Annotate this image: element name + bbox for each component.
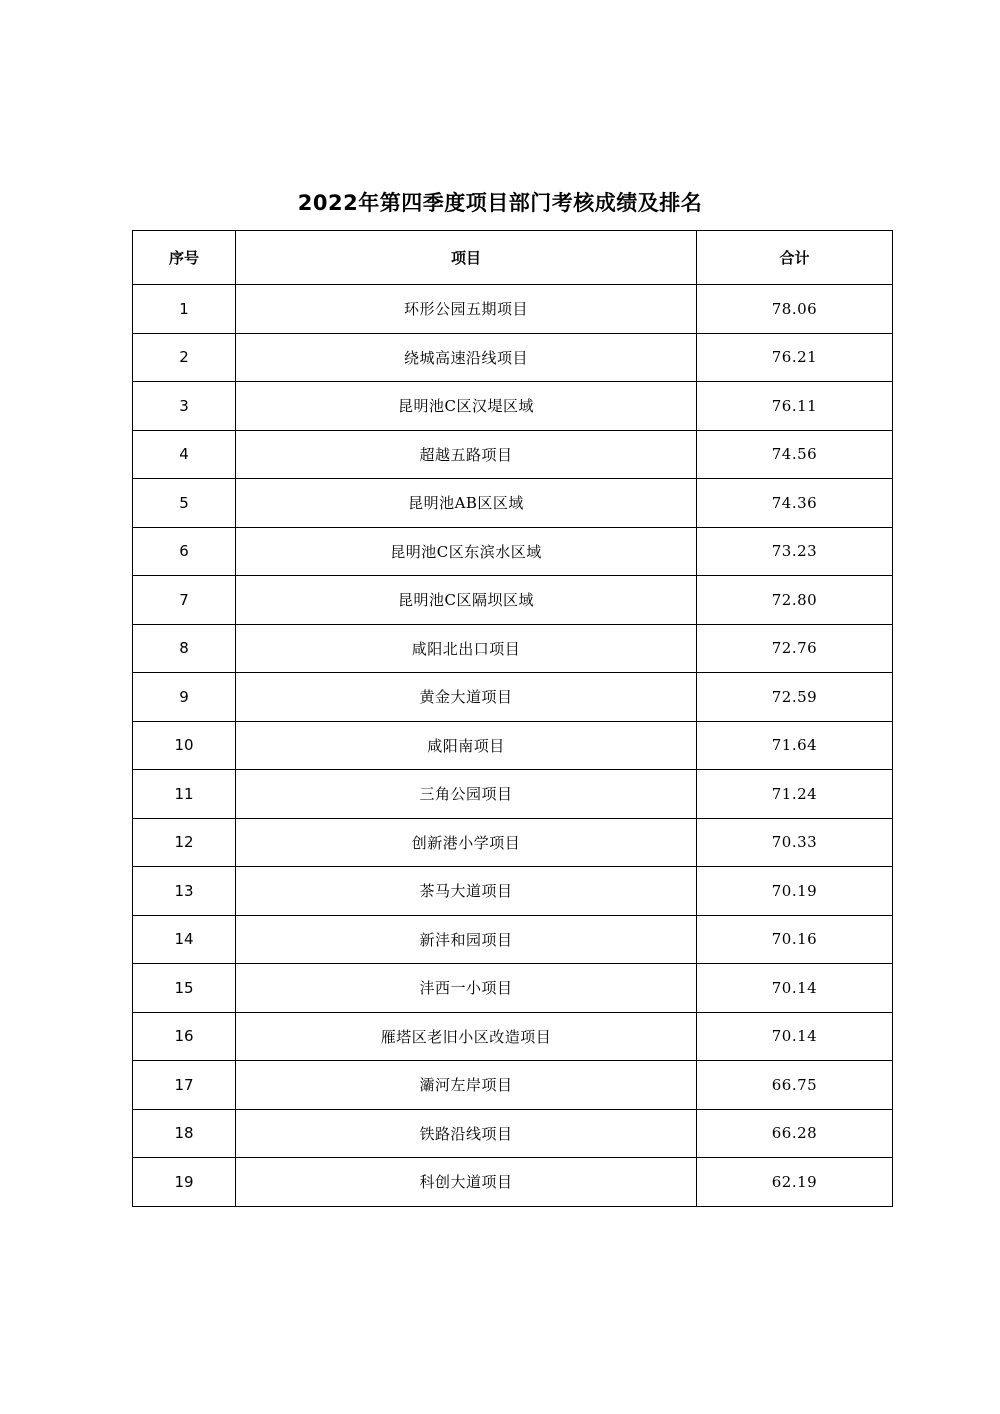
project-name: 黄金大道项目 <box>236 673 697 722</box>
total-score: 70.19 <box>697 867 893 916</box>
row-number: 9 <box>133 673 236 722</box>
total-score: 66.75 <box>697 1061 893 1110</box>
table-row <box>133 430 893 479</box>
row-number: 17 <box>133 1061 236 1110</box>
row-number: 16 <box>133 1012 236 1061</box>
row-number: 11 <box>133 770 236 819</box>
table-row <box>133 382 893 431</box>
project-name: 绕城高速沿线项目 <box>236 333 697 382</box>
row-number: 14 <box>133 915 236 964</box>
project-name: 咸阳北出口项目 <box>236 624 697 673</box>
project-name: 雁塔区老旧小区改造项目 <box>236 1012 697 1061</box>
project-name: 三角公园项目 <box>236 770 697 819</box>
row-number: 2 <box>133 333 236 382</box>
total-score: 73.23 <box>697 527 893 576</box>
row-number: 7 <box>133 576 236 625</box>
total-score: 76.11 <box>697 382 893 431</box>
table-row <box>133 1012 893 1061</box>
project-name: 铁路沿线项目 <box>236 1109 697 1158</box>
header-total: 合计 <box>697 231 893 285</box>
header-no: 序号 <box>133 231 236 285</box>
table-row <box>133 1158 893 1207</box>
project-name: 咸阳南项目 <box>236 721 697 770</box>
project-name: 昆明池C区汉堤区域 <box>236 382 697 431</box>
table-row <box>133 1061 893 1110</box>
row-number: 18 <box>133 1109 236 1158</box>
total-score: 70.14 <box>697 964 893 1013</box>
ranking-table <box>132 230 893 1207</box>
total-score: 74.36 <box>697 479 893 528</box>
row-number: 12 <box>133 818 236 867</box>
row-number: 5 <box>133 479 236 528</box>
project-name: 昆明池AB区区域 <box>236 479 697 528</box>
total-score: 74.56 <box>697 430 893 479</box>
header-project: 项目 <box>236 231 697 285</box>
row-number: 15 <box>133 964 236 1013</box>
project-name: 茶马大道项目 <box>236 867 697 916</box>
project-name: 环形公园五期项目 <box>236 285 697 334</box>
table-row <box>133 915 893 964</box>
table-row <box>133 285 893 334</box>
row-number: 19 <box>133 1158 236 1207</box>
project-name: 创新港小学项目 <box>236 818 697 867</box>
table-row <box>133 479 893 528</box>
project-name: 新沣和园项目 <box>236 915 697 964</box>
total-score: 70.16 <box>697 915 893 964</box>
table-row <box>133 673 893 722</box>
table-row <box>133 1109 893 1158</box>
project-name: 灞河左岸项目 <box>236 1061 697 1110</box>
table-row <box>133 576 893 625</box>
project-name: 沣西一小项目 <box>236 964 697 1013</box>
table-row <box>133 818 893 867</box>
table-row <box>133 333 893 382</box>
total-score: 78.06 <box>697 285 893 334</box>
table-row <box>133 770 893 819</box>
row-number: 1 <box>133 285 236 334</box>
table-row <box>133 624 893 673</box>
table-row <box>133 721 893 770</box>
total-score: 70.14 <box>697 1012 893 1061</box>
page-title: 2022年第四季度项目部门考核成绩及排名 <box>297 191 703 215</box>
row-number: 6 <box>133 527 236 576</box>
row-number: 10 <box>133 721 236 770</box>
total-score: 72.76 <box>697 624 893 673</box>
row-number: 3 <box>133 382 236 431</box>
table-header-row <box>133 231 893 285</box>
table-row <box>133 867 893 916</box>
total-score: 70.33 <box>697 818 893 867</box>
total-score: 72.80 <box>697 576 893 625</box>
project-name: 昆明池C区东滨水区域 <box>236 527 697 576</box>
table-row <box>133 527 893 576</box>
total-score: 76.21 <box>697 333 893 382</box>
total-score: 66.28 <box>697 1109 893 1158</box>
row-number: 13 <box>133 867 236 916</box>
project-name: 超越五路项目 <box>236 430 697 479</box>
total-score: 62.19 <box>697 1158 893 1207</box>
table-row <box>133 964 893 1013</box>
total-score: 71.64 <box>697 721 893 770</box>
table-body <box>133 285 893 1207</box>
row-number: 4 <box>133 430 236 479</box>
total-score: 71.24 <box>697 770 893 819</box>
row-number: 8 <box>133 624 236 673</box>
project-name: 昆明池C区隔坝区域 <box>236 576 697 625</box>
project-name: 科创大道项目 <box>236 1158 697 1207</box>
total-score: 72.59 <box>697 673 893 722</box>
